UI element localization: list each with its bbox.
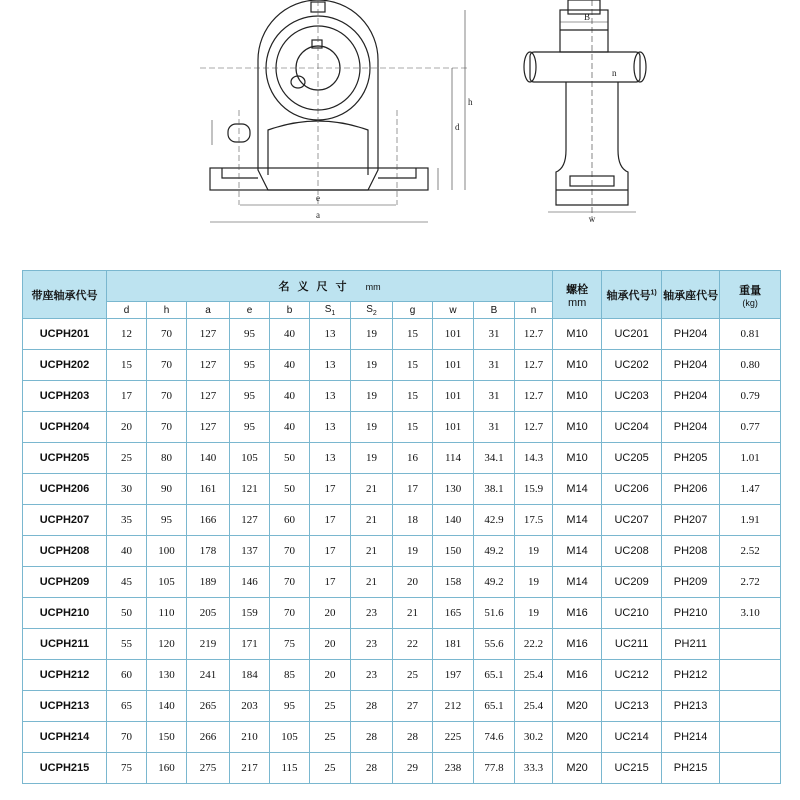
table-row: [23, 536, 781, 567]
table-cell: 18: [393, 505, 433, 536]
table-cell: 13: [310, 350, 351, 381]
header-bolt-label: 螺栓: [566, 283, 589, 296]
model-cell: UCPH213: [23, 691, 107, 722]
table-cell: UC204: [602, 412, 662, 443]
table-cell: PH205: [662, 443, 720, 474]
table-cell: M14: [553, 567, 602, 598]
table-cell: 31: [474, 319, 515, 350]
model-cell: UCPH210: [23, 598, 107, 629]
table-cell: 17: [310, 505, 351, 536]
table-cell: 75: [270, 629, 310, 660]
dim-label-n: n: [612, 68, 617, 78]
header-bearing-footnote: 1): [650, 288, 657, 296]
table-row: [23, 443, 781, 474]
table-cell: 60: [270, 505, 310, 536]
table-cell: PH204: [662, 350, 720, 381]
table-cell: 100: [147, 536, 187, 567]
table-cell: UC203: [602, 381, 662, 412]
table-cell: 28: [393, 722, 433, 753]
header-bolt: [553, 271, 602, 319]
table-cell: 80: [147, 443, 187, 474]
table-cell: 212: [433, 691, 474, 722]
table-cell: 127: [187, 319, 230, 350]
table-cell: 12: [107, 319, 147, 350]
table-cell: 105: [230, 443, 270, 474]
table-cell: 1.47: [720, 474, 781, 505]
table-cell: 158: [433, 567, 474, 598]
table-cell: 25: [310, 722, 351, 753]
table-cell: 25: [393, 660, 433, 691]
table-cell: 140: [147, 691, 187, 722]
table-cell: M10: [553, 381, 602, 412]
table-cell: 140: [433, 505, 474, 536]
table-cell: 140: [187, 443, 230, 474]
side-view: [524, 0, 646, 205]
table-row: [23, 350, 781, 381]
table-cell: 23: [351, 629, 393, 660]
table-cell: 15: [393, 412, 433, 443]
table-cell: 160: [147, 753, 187, 784]
dim-col-header: d: [107, 302, 147, 319]
table-cell: 85: [270, 660, 310, 691]
table-cell: 95: [230, 350, 270, 381]
table-cell: 241: [187, 660, 230, 691]
table-cell: 0.80: [720, 350, 781, 381]
table-cell: [720, 753, 781, 784]
table-cell: 77.8: [474, 753, 515, 784]
dim-col-header: n: [515, 302, 553, 319]
table-cell: 90: [147, 474, 187, 505]
table-cell: 70: [147, 350, 187, 381]
table-cell: UC208: [602, 536, 662, 567]
header-bolt-unit: mm: [567, 296, 587, 309]
table-cell: 17: [310, 474, 351, 505]
table-cell: 0.81: [720, 319, 781, 350]
table-cell: 130: [147, 660, 187, 691]
table-cell: 21: [351, 474, 393, 505]
table-cell: 184: [230, 660, 270, 691]
table-row: [23, 722, 781, 753]
table-cell: M14: [553, 505, 602, 536]
header-weight-label: 重量: [739, 284, 762, 297]
table-cell: 114: [433, 443, 474, 474]
table-cell: 12.7: [515, 350, 553, 381]
dim-col-header: a: [187, 302, 230, 319]
table-cell: M10: [553, 443, 602, 474]
table-cell: 121: [230, 474, 270, 505]
specification-table: [22, 270, 781, 784]
table-cell: 165: [433, 598, 474, 629]
table-cell: 49.2: [474, 567, 515, 598]
table-row: [23, 474, 781, 505]
table-cell: PH204: [662, 319, 720, 350]
table-cell: 19: [515, 567, 553, 598]
table-cell: 171: [230, 629, 270, 660]
table-cell: 101: [433, 350, 474, 381]
table-cell: 20: [310, 629, 351, 660]
table-cell: 159: [230, 598, 270, 629]
table-cell: 13: [310, 381, 351, 412]
table-cell: 70: [107, 722, 147, 753]
table-cell: UC205: [602, 443, 662, 474]
dim-label-e: e: [316, 193, 320, 203]
table-cell: 27: [393, 691, 433, 722]
table-cell: 17: [310, 567, 351, 598]
table-cell: 34.1: [474, 443, 515, 474]
table-cell: 42.9: [474, 505, 515, 536]
table-cell: 20: [393, 567, 433, 598]
table-cell: 127: [230, 505, 270, 536]
table-row: [23, 629, 781, 660]
table-cell: 25.4: [515, 660, 553, 691]
table-cell: 0.77: [720, 412, 781, 443]
header-bearing: [602, 271, 662, 319]
dim-col-header: e: [230, 302, 270, 319]
table-cell: 25.4: [515, 691, 553, 722]
table-cell: 65: [107, 691, 147, 722]
model-cell: UCPH212: [23, 660, 107, 691]
dim-col-header: w: [433, 302, 474, 319]
table-cell: 60: [107, 660, 147, 691]
table-cell: 95: [147, 505, 187, 536]
table-cell: 3.10: [720, 598, 781, 629]
model-cell: UCPH203: [23, 381, 107, 412]
table-cell: 20: [107, 412, 147, 443]
table-cell: 17: [393, 474, 433, 505]
table-cell: 31: [474, 381, 515, 412]
table-cell: 15: [107, 350, 147, 381]
dim-col-header: B: [474, 302, 515, 319]
dim-label-B: B: [584, 12, 591, 22]
table-cell: 150: [433, 536, 474, 567]
table-cell: 40: [270, 319, 310, 350]
table-row: [23, 691, 781, 722]
model-cell: UCPH202: [23, 350, 107, 381]
table-cell: PH215: [662, 753, 720, 784]
header-dimensions: [107, 271, 553, 302]
table-cell: M20: [553, 691, 602, 722]
table-cell: 105: [147, 567, 187, 598]
table-cell: 12.7: [515, 381, 553, 412]
table-cell: 0.79: [720, 381, 781, 412]
table-cell: 115: [270, 753, 310, 784]
table-cell: 127: [187, 381, 230, 412]
dim-col-header: h: [147, 302, 187, 319]
table-cell: UC214: [602, 722, 662, 753]
table-cell: M10: [553, 350, 602, 381]
dim-col-header: $S_1$: [310, 302, 351, 319]
table-cell: 2.72: [720, 567, 781, 598]
dim-col-header: b: [270, 302, 310, 319]
table-cell: 1.91: [720, 505, 781, 536]
table-row: [23, 412, 781, 443]
table-cell: 30.2: [515, 722, 553, 753]
table-cell: 1.01: [720, 443, 781, 474]
table-cell: 40: [270, 350, 310, 381]
table-cell: 23: [351, 598, 393, 629]
table-cell: 25: [310, 691, 351, 722]
table-cell: 12.7: [515, 412, 553, 443]
bearing-housing-drawing: [0, 0, 800, 262]
table-cell: 210: [230, 722, 270, 753]
table-cell: UC213: [602, 691, 662, 722]
table-cell: 161: [187, 474, 230, 505]
table-cell: 28: [351, 722, 393, 753]
table-cell: 49.2: [474, 536, 515, 567]
table-cell: 21: [351, 567, 393, 598]
table-cell: PH204: [662, 412, 720, 443]
table-cell: 21: [393, 598, 433, 629]
table-cell: 19: [515, 598, 553, 629]
table-cell: 31: [474, 412, 515, 443]
table-cell: 15: [393, 381, 433, 412]
table-cell: M10: [553, 319, 602, 350]
header-housing: 轴承座代号: [662, 271, 720, 319]
table-cell: 70: [270, 536, 310, 567]
table-cell: 15: [393, 350, 433, 381]
model-cell: UCPH208: [23, 536, 107, 567]
table-cell: 101: [433, 412, 474, 443]
model-cell: UCPH211: [23, 629, 107, 660]
table-cell: 14.3: [515, 443, 553, 474]
table-cell: 50: [270, 474, 310, 505]
table-cell: 19: [393, 536, 433, 567]
table-cell: PH213: [662, 691, 720, 722]
table-cell: PH207: [662, 505, 720, 536]
table-cell: PH212: [662, 660, 720, 691]
table-cell: 35: [107, 505, 147, 536]
table-cell: 50: [270, 443, 310, 474]
table-cell: 217: [230, 753, 270, 784]
table-row: [23, 598, 781, 629]
table-cell: 127: [187, 350, 230, 381]
table-cell: [720, 660, 781, 691]
table-row: [23, 567, 781, 598]
table-cell: 16: [393, 443, 433, 474]
table-cell: 105: [270, 722, 310, 753]
table-cell: 20: [310, 660, 351, 691]
table-cell: PH209: [662, 567, 720, 598]
table-cell: UC207: [602, 505, 662, 536]
table-cell: [720, 722, 781, 753]
table-cell: 120: [147, 629, 187, 660]
table-cell: UC211: [602, 629, 662, 660]
table-cell: 101: [433, 319, 474, 350]
table-cell: 65.1: [474, 660, 515, 691]
table-cell: 40: [107, 536, 147, 567]
table-cell: 17: [310, 536, 351, 567]
table-body: [23, 319, 781, 784]
table-cell: 13: [310, 412, 351, 443]
table-cell: UC215: [602, 753, 662, 784]
model-cell: UCPH204: [23, 412, 107, 443]
table-cell: UC202: [602, 350, 662, 381]
table-cell: 19: [515, 536, 553, 567]
table-cell: 19: [351, 443, 393, 474]
table-cell: M20: [553, 753, 602, 784]
table-cell: 266: [187, 722, 230, 753]
table-cell: 150: [147, 722, 187, 753]
table-cell: 55.6: [474, 629, 515, 660]
table-cell: PH208: [662, 536, 720, 567]
table-cell: M16: [553, 598, 602, 629]
center-lines: [200, 0, 470, 205]
table-cell: 2.52: [720, 536, 781, 567]
model-cell: UCPH206: [23, 474, 107, 505]
dim-label-a: a: [316, 210, 320, 220]
table-cell: 21: [351, 536, 393, 567]
table-cell: 25: [310, 753, 351, 784]
table-cell: 130: [433, 474, 474, 505]
table-cell: 22.2: [515, 629, 553, 660]
table-cell: 29: [393, 753, 433, 784]
table-cell: 13: [310, 319, 351, 350]
table-cell: 275: [187, 753, 230, 784]
table-cell: 70: [270, 598, 310, 629]
dim-label-d: d: [455, 122, 460, 132]
table-cell: 33.3: [515, 753, 553, 784]
table-cell: 70: [147, 412, 187, 443]
table-cell: M20: [553, 722, 602, 753]
table-cell: 23: [351, 660, 393, 691]
table-cell: PH204: [662, 381, 720, 412]
table-cell: 45: [107, 567, 147, 598]
table-cell: 146: [230, 567, 270, 598]
table-cell: UC212: [602, 660, 662, 691]
side-dimension-labels: [584, 12, 617, 224]
table-cell: 238: [433, 753, 474, 784]
table-cell: PH211: [662, 629, 720, 660]
table-cell: 38.1: [474, 474, 515, 505]
table-cell: 19: [351, 350, 393, 381]
table-row: [23, 381, 781, 412]
header-model: 带座轴承代号: [23, 271, 107, 319]
table-cell: 31: [474, 350, 515, 381]
dim-col-header: $S_2$: [351, 302, 393, 319]
table-cell: 19: [351, 381, 393, 412]
model-cell: UCPH207: [23, 505, 107, 536]
table-cell: UC209: [602, 567, 662, 598]
table-cell: M14: [553, 474, 602, 505]
table-cell: 19: [351, 412, 393, 443]
table-cell: 70: [147, 381, 187, 412]
table-cell: 15: [393, 319, 433, 350]
table-cell: 127: [187, 412, 230, 443]
table-cell: 265: [187, 691, 230, 722]
table-cell: PH206: [662, 474, 720, 505]
table-cell: 219: [187, 629, 230, 660]
table-cell: 40: [270, 381, 310, 412]
model-cell: UCPH205: [23, 443, 107, 474]
table-cell: 17: [107, 381, 147, 412]
table-cell: 178: [187, 536, 230, 567]
table-cell: 74.6: [474, 722, 515, 753]
table-cell: 95: [270, 691, 310, 722]
table-cell: 95: [230, 381, 270, 412]
model-cell: UCPH215: [23, 753, 107, 784]
table-cell: M16: [553, 629, 602, 660]
table-cell: 203: [230, 691, 270, 722]
model-cell: UCPH214: [23, 722, 107, 753]
table-row: [23, 505, 781, 536]
table-cell: [720, 629, 781, 660]
dim-label-h: h: [468, 97, 473, 107]
table-cell: 55: [107, 629, 147, 660]
table-cell: 95: [230, 412, 270, 443]
table-cell: 19: [351, 319, 393, 350]
table-cell: 189: [187, 567, 230, 598]
table-cell: 28: [351, 691, 393, 722]
table-cell: 22: [393, 629, 433, 660]
table-cell: 17.5: [515, 505, 553, 536]
table-cell: 70: [147, 319, 187, 350]
table-cell: 65.1: [474, 691, 515, 722]
table-cell: M14: [553, 536, 602, 567]
table-cell: 95: [230, 319, 270, 350]
table-cell: 101: [433, 381, 474, 412]
front-view: [210, 0, 428, 190]
table-cell: UC210: [602, 598, 662, 629]
table-cell: 110: [147, 598, 187, 629]
table-row: [23, 753, 781, 784]
dim-col-header: g: [393, 302, 433, 319]
table-cell: 137: [230, 536, 270, 567]
table-cell: 75: [107, 753, 147, 784]
table-row: [23, 660, 781, 691]
table-cell: PH210: [662, 598, 720, 629]
header-dimensions-unit: mm: [365, 282, 381, 292]
model-cell: UCPH209: [23, 567, 107, 598]
header-weight: [720, 271, 781, 319]
table-cell: 70: [270, 567, 310, 598]
table-cell: 20: [310, 598, 351, 629]
table-cell: 30: [107, 474, 147, 505]
table-cell: 166: [187, 505, 230, 536]
table-cell: UC201: [602, 319, 662, 350]
table-cell: [720, 691, 781, 722]
table-cell: 181: [433, 629, 474, 660]
header-bearing-label: 轴承代号: [606, 289, 651, 302]
header-dimensions-title: 名义尺寸: [278, 281, 355, 293]
table-cell: 40: [270, 412, 310, 443]
table-cell: 15.9: [515, 474, 553, 505]
dim-label-w: w: [588, 214, 596, 224]
side-dimension-lines: [548, 0, 636, 220]
table-cell: 197: [433, 660, 474, 691]
table-cell: 12.7: [515, 319, 553, 350]
table-cell: 13: [310, 443, 351, 474]
table-cell: 50: [107, 598, 147, 629]
table-cell: M16: [553, 660, 602, 691]
table-cell: 25: [107, 443, 147, 474]
table-cell: 28: [351, 753, 393, 784]
header-weight-unit: (kg): [742, 297, 758, 308]
model-cell: UCPH201: [23, 319, 107, 350]
table-cell: 225: [433, 722, 474, 753]
table-cell: PH214: [662, 722, 720, 753]
table-cell: UC206: [602, 474, 662, 505]
table-row: [23, 319, 781, 350]
table-cell: M10: [553, 412, 602, 443]
table-cell: 51.6: [474, 598, 515, 629]
table-cell: 205: [187, 598, 230, 629]
table-cell: 21: [351, 505, 393, 536]
